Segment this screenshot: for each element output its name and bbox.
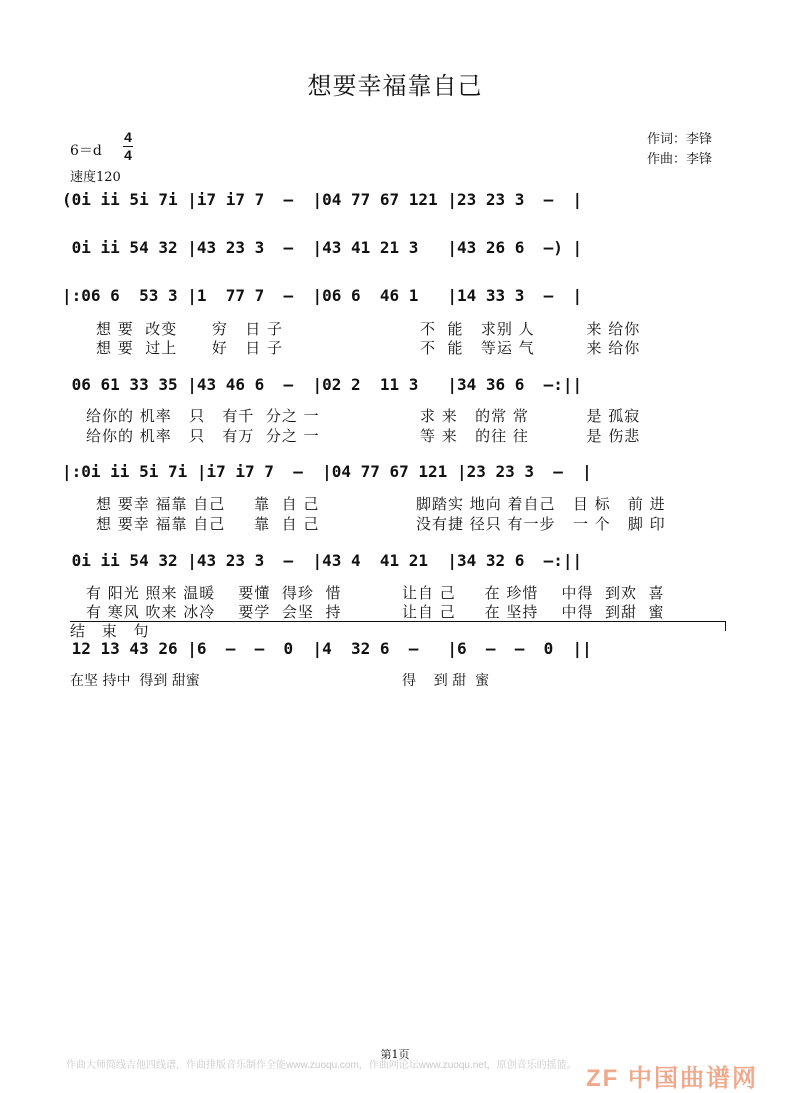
score-row-7: 12 13 43 26 |6 – – 0 |4 32 6 – |6 – – 0 || <box>62 639 592 658</box>
key-signature: 6＝d <box>70 143 102 159</box>
score-row-5: |:0i ii 5i 7i |i7 i7 7 – |04 77 67 121 |23 23 3 – | <box>62 462 592 481</box>
lyric-v1-row3a: 想 要 改变 穷 日 子 <box>96 320 283 338</box>
lyric-v1-row3b: 不 能 求别 人 来 给你 <box>420 320 641 338</box>
page-title: 想要幸福靠自己 <box>307 72 483 100</box>
lyric-coda-a: 在坚 持中 得到 甜蜜 <box>70 673 200 689</box>
score-row-1: (0i ii 5i 7i |i7 i7 7 – |04 77 67 121 |23 23 3 – | <box>62 190 583 209</box>
lyric-v1-row6a: 有 阳光 照来 温暖 要懂 得珍 惜 <box>86 584 342 602</box>
score-row-4: 06 61 33 35 |43 46 6 – |02 2 11 3 |34 36 6 –:|| <box>62 375 583 394</box>
coda-label: 结 束 句 <box>70 622 155 640</box>
score-row-6: 0i ii 54 32 |43 23 3 – |43 4 41 21 |34 32 6 –:|| <box>62 551 583 570</box>
lyric-v1-row6b: 让自 己 在 珍惜 中得 到欢 喜 <box>402 584 665 602</box>
lyric-v2-row5a: 想 要幸 福靠 自己 靠 自 己 <box>96 515 320 533</box>
coda-bracket-line <box>70 621 726 622</box>
footer-note: 作曲大师简线吉他四线谱，作曲排版音乐制作全能www.zuoqu.com，作曲网论坛www.zuoqu.net，原创音乐的摇篮。 <box>66 1060 577 1071</box>
composer-credit: 作曲：李锋 <box>647 152 713 167</box>
tempo-marking: 速度120 <box>70 170 121 185</box>
lyric-v2-row6a: 有 寒风 吹来 冰冷 要学 会坚 持 <box>86 603 342 621</box>
time-signature-bottom: 4 <box>124 147 132 163</box>
lyric-v2-row4b: 等 来 的往 往 是 伤悲 <box>420 427 641 445</box>
lyric-v1-row5b: 脚踏实 地向 着自己 目 标 前 进 <box>416 495 666 513</box>
site-watermark: ZF 中国曲谱网 <box>586 1065 758 1092</box>
score-row-2: 0i ii 54 32 |43 23 3 – |43 41 21 3 |43 26 6 –) | <box>62 238 583 257</box>
lyric-v2-row3a: 想 要 过上 好 日 子 <box>96 339 283 357</box>
lyric-v1-row4b: 求 来 的常 常 是 孤寂 <box>420 407 641 425</box>
lyric-v2-row3b: 不 能 等运 气 来 给你 <box>420 339 641 357</box>
lyric-coda-b: 得 到 甜 蜜 <box>402 673 490 689</box>
time-signature <box>123 130 133 163</box>
score-row-3: |:06 6 53 3 |1 77 7 – |06 6 46 1 |14 33 3 – | <box>62 286 583 305</box>
time-signature-top: 4 <box>124 129 132 145</box>
lyric-v1-row4a: 给你的 机率 只 有千 分之 一 <box>86 407 320 425</box>
coda-bracket-tick <box>725 621 726 631</box>
lyric-v2-row5b: 没有捷 径只 有一步 一 个 脚 印 <box>416 515 666 533</box>
lyricist-credit: 作词：李锋 <box>647 132 713 147</box>
page-number: 第1页 <box>380 1048 410 1061</box>
lyric-v1-row5a: 想 要幸 福靠 自己 靠 自 己 <box>96 495 320 513</box>
lyric-v2-row4a: 给你的 机率 只 有万 分之 一 <box>86 427 320 445</box>
lyric-v2-row6b: 让自 己 在 坚持 中得 到甜 蜜 <box>402 603 665 621</box>
